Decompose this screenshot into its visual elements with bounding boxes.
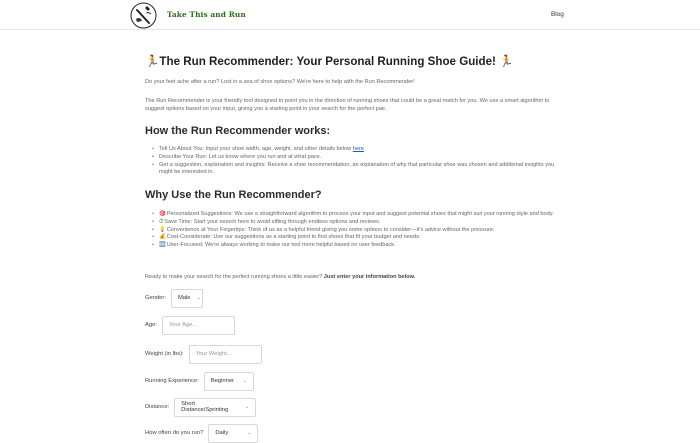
distance-label: Distance: (145, 404, 170, 410)
why-item-user-focused: • 🆗User-Focused: We're always working to make our tool more helpful based on user feedback. (145, 242, 565, 250)
chevron-down-icon: ⌄ (247, 430, 252, 436)
cta-bold: Just enter your information below. (323, 274, 416, 280)
page-title: 🏃The Run Recommender: Your Personal Running Shoe Guide! 🏃 (145, 55, 514, 68)
site-brand[interactable]: Take This and Run (167, 10, 246, 19)
chevron-down-icon: ⌄ (244, 404, 250, 410)
age-row (145, 315, 235, 335)
frequency-select[interactable]: Daily ⌄ (208, 424, 258, 443)
runner-logo-icon[interactable] (130, 2, 157, 29)
age-input[interactable]: Your Age... (162, 316, 235, 335)
how-item-suggestion: • Get a suggestion, explanation and insights: Receive a shoe recommendation, an explanation of why that particular shoe was chosen and additional insights you might be interested in. (145, 162, 565, 178)
target-icon: 🎯 (159, 211, 166, 217)
ok-icon: 🆗 (159, 242, 166, 249)
why-item-cost: • 💰Cost-Considerate: Use our suggestions as a starting point to find shoes that fit your budget and needs. (145, 234, 565, 242)
intro-text: Do your feet ache after a run? Lost in a sea of shoe options? We're here to help with the Run Recommender! (145, 79, 415, 85)
why-list (145, 211, 565, 250)
chevron-down-icon: ⌄ (196, 295, 201, 301)
weight-row (145, 344, 262, 364)
why-item-convenience: • 💡Convenience at Your Fingertips: Think of us as a helpful friend giving you some options to consider—it's advice without the pressure. (145, 227, 565, 235)
frequency-row (145, 423, 258, 443)
here-link[interactable]: here (352, 146, 364, 152)
nav-blog-link[interactable]: Blog (551, 11, 564, 18)
weight-label: Weight (in lbs): (145, 351, 184, 357)
description-text: The Run Recommender is your friendly tool designed to point you in the direction of running shoes that could be a great match for you. We use a smart algorithm to suggest options based on your input, giving you a starting point in your search for the perfect pair. (145, 98, 550, 113)
distance-row (145, 397, 256, 417)
gender-label: Gender: (145, 295, 166, 301)
chevron-down-icon: ⌄ (242, 378, 247, 384)
how-heading: How the Run Recommender works: (145, 125, 331, 137)
how-list (145, 146, 565, 177)
lightbulb-icon: 💡 (159, 226, 166, 233)
experience-select[interactable]: Beginner ⌄ (204, 372, 254, 391)
cta-text: Ready to make your search for the perfect running shoes a little easier? Just enter your information below. (145, 274, 416, 280)
gender-row (145, 288, 203, 308)
frequency-label: How often do you run? (145, 430, 204, 436)
why-item-personalized: • 🎯Personalized Suggestions: We use a straightforward algorithm to process your input and suggest potential shoes that might suit your running style and body. (145, 211, 565, 219)
why-item-save-time: • ⏱Save Time: Start your search here to avoid sifting through endless options and reviews. (145, 219, 565, 227)
money-bag-icon: 💰 (159, 234, 166, 241)
age-label: Age: (145, 322, 157, 328)
stopwatch-icon: ⏱ (159, 218, 164, 225)
distance-select[interactable]: Short Distance/Sprinting ⌄ (174, 398, 256, 417)
how-item-inputs: • Tell Us About You: Input your shoe width, age, weight, and other details below here (145, 146, 565, 154)
weight-input[interactable]: Your Weight... (189, 345, 262, 364)
how-item-describe: • Describe Your Run: Let us know where you run and at what pace. (145, 154, 565, 162)
site-header (0, 0, 700, 30)
experience-row (145, 371, 254, 391)
why-heading: Why Use the Run Recommender? (145, 189, 322, 201)
gender-select[interactable]: Male ⌄ (171, 289, 203, 308)
experience-label: Running Experience: (145, 378, 199, 384)
